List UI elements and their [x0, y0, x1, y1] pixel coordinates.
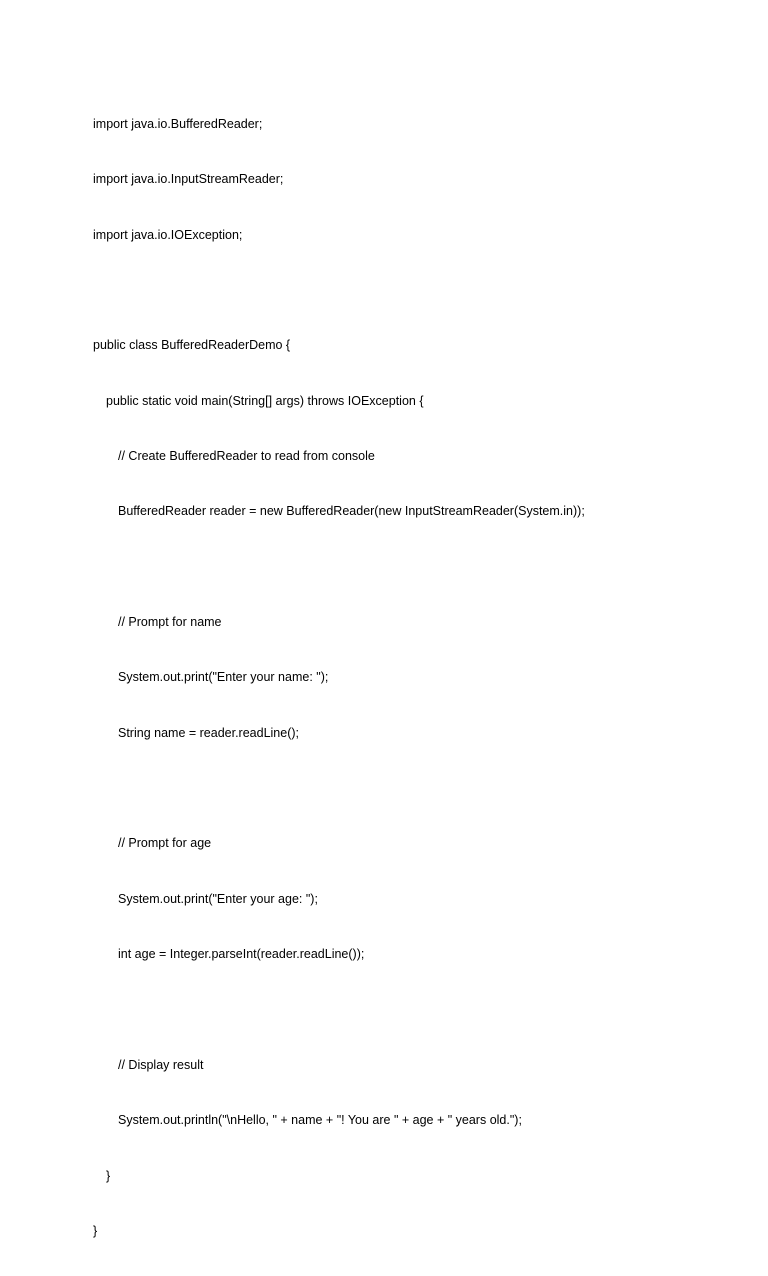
code-line-import-input-stream-reader: import java.io.InputStreamReader; — [93, 172, 284, 187]
code-line-print-name-prompt: System.out.print("Enter your name: "); — [118, 670, 329, 685]
blank-line — [93, 280, 713, 307]
code-line-print-result: System.out.println("\nHello, " + name + "! You are " + age + " years old."); — [118, 1113, 522, 1128]
code-line-main-method: public static void main(String[] args) throws IOException { — [106, 393, 424, 408]
code-line-import-io-exception: import java.io.IOException; — [93, 227, 243, 242]
code-line-class-declaration: public class BufferedReaderDemo { — [93, 338, 291, 353]
code-line-reader-init: BufferedReader reader = new BufferedReader(new InputStreamReader(System.in)); — [118, 504, 585, 519]
code-line-close-class: } — [93, 1223, 98, 1238]
code-line-read-age: int age = Integer.parseInt(reader.readLine()); — [118, 947, 365, 962]
code-comment-prompt-age: // Prompt for age — [118, 836, 212, 851]
code-block — [93, 86, 713, 1276]
code-line-close-method: } — [106, 1168, 111, 1183]
blank-line — [93, 557, 713, 584]
code-comment-prompt-name: // Prompt for name — [118, 615, 222, 630]
code-line-import-buffered-reader: import java.io.BufferedReader; — [93, 117, 263, 131]
code-comment-create-reader: // Create BufferedReader to read from console — [118, 449, 375, 464]
code-comment-display-result: // Display result — [118, 1057, 204, 1072]
code-line-read-name: String name = reader.readLine(); — [118, 725, 300, 740]
blank-line — [93, 1000, 713, 1027]
code-line-print-age-prompt: System.out.print("Enter your age: "); — [118, 891, 318, 906]
blank-line — [93, 778, 713, 805]
